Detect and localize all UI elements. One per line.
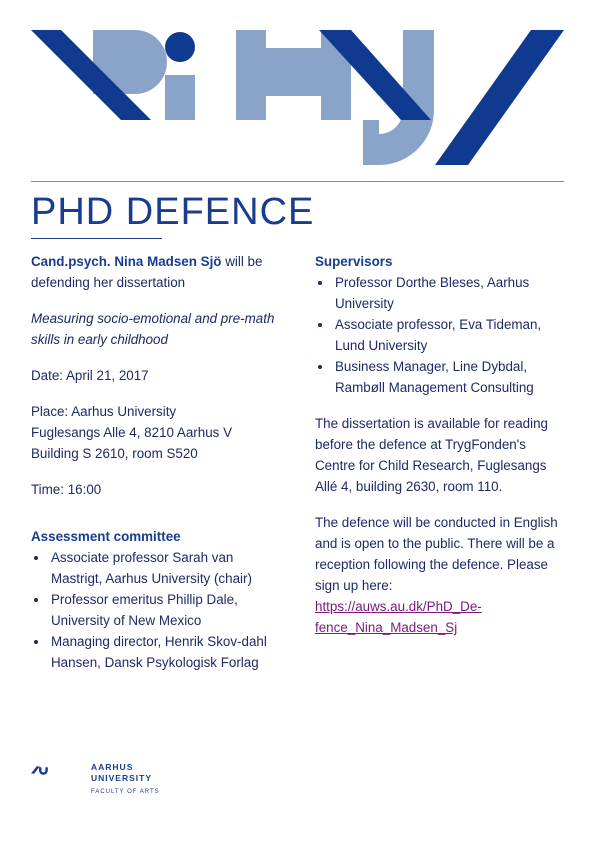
committee-list	[31, 547, 286, 673]
page-title: PHD DEFENCE	[31, 191, 315, 233]
candidate-name: Cand.psych. Nina Madsen Sjö	[31, 254, 222, 269]
list-item: Professor emeritus Phillip Dale, University of New Mexico	[31, 589, 286, 631]
right-column	[315, 251, 565, 638]
place-line-1: Place: Aarhus University	[31, 404, 177, 419]
reception-text: The defence will be conducted in English and is open to the public. There will be a reception following the defence. Please sign up here:	[315, 515, 558, 593]
availability-text: The dissertation is available for reading before the defence at TrygFonden's Centre for Child Research, Fuglesangs Allé 4, building 2630, room 110.	[315, 416, 548, 494]
phd-banner-graphic	[31, 30, 564, 165]
time: Time: 16:00	[31, 482, 102, 497]
date: Date: April 21, 2017	[31, 368, 149, 383]
title-underline	[31, 238, 162, 239]
intro	[31, 251, 286, 293]
signup-link[interactable]: https://auws.au.dk/PhD_De-fence_Nina_Madsen_Sj	[315, 599, 482, 635]
list-item: Associate professor Sarah van Mastrigt, Aarhus University (chair)	[31, 547, 286, 589]
left-column	[31, 251, 286, 673]
list-item: Managing director, Henrik Skov-dahl Hansen, Dansk Psykologisk Forlag	[31, 631, 286, 673]
intro-rest: will be defending her dissertation	[31, 254, 263, 290]
list-item: Associate professor, Eva Tideman, Lund University	[315, 314, 565, 356]
banner-i-stem	[165, 75, 195, 120]
supervisors-heading: Supervisors	[315, 254, 393, 269]
banner-v-right	[435, 30, 564, 165]
list-item: Business Manager, Line Dybdal, Rambøll Management Consulting	[315, 356, 565, 398]
dissertation-title: Measuring socio-emotional and pre-math skills in early childhood	[31, 311, 275, 347]
banner-dot	[165, 32, 195, 62]
supervisors-list	[315, 272, 565, 398]
committee-heading: Assessment committee	[31, 529, 181, 544]
au-logo-text	[91, 762, 160, 798]
logo-line-1: AARHUS	[91, 762, 134, 772]
logo-line-2: UNIVERSITY	[91, 773, 153, 783]
place-line-2: Fuglesangs Alle 4, 8210 Aarhus V	[31, 425, 232, 440]
top-divider	[31, 181, 564, 182]
place-line-3: Building S 2610, room S520	[31, 446, 198, 461]
logo-line-3: FACULTY OF ARTS	[91, 789, 160, 795]
list-item: Professor Dorthe Bleses, Aarhus University	[315, 272, 565, 314]
au-logo-icon	[31, 760, 87, 784]
